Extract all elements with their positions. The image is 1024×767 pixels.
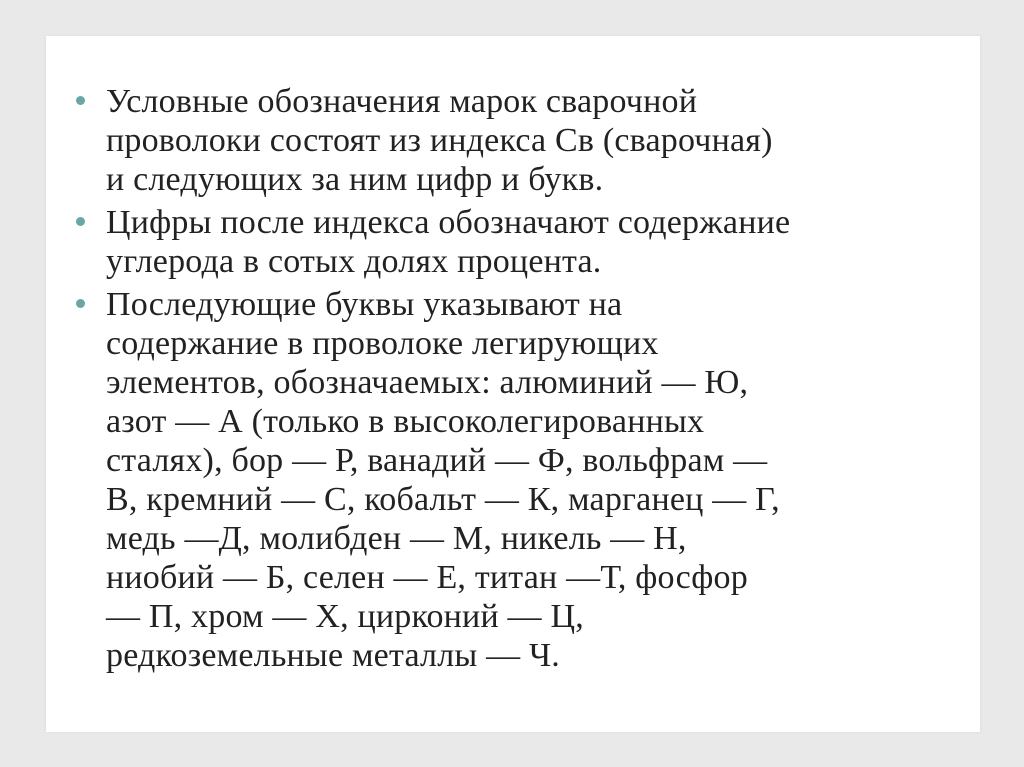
- text-line: Условные обозначения марок сварочной: [106, 83, 698, 120]
- text-line: элементов, обозначаемых: алюминий — Ю,: [106, 364, 749, 401]
- bullet-item-carbon-digits: [106, 203, 936, 281]
- bullet-dot-icon: [76, 299, 85, 308]
- text-line: медь —Д, молибден — М, никель — Н,: [106, 520, 687, 557]
- slide: [46, 36, 980, 732]
- text-line: сталях), бор — Р, ванадий — Ф, вольфрам —: [106, 442, 768, 479]
- bullet-dot-icon: [76, 96, 85, 105]
- text-line: и следующих за ним цифр и букв.: [106, 161, 604, 198]
- text-line: углерода в сотых долях процента.: [106, 243, 602, 280]
- text-line: азот — А (только в высоколегированных: [106, 403, 705, 440]
- bullet-item-index-meaning: [106, 82, 936, 199]
- text-line: — П, хром — X, цирконий — Ц,: [106, 598, 584, 635]
- text-line: ниобий — Б, селен — Е, титан —Т, фосфор: [106, 559, 748, 596]
- text-line: В, кремний — С, кобальт — К, марганец — Г,: [106, 481, 780, 518]
- text-line: содержание в проволоке легирующих: [106, 325, 659, 362]
- bullet-dot-icon: [76, 217, 85, 226]
- text-line: проволоки состоят из индекса Св (сварочная): [106, 122, 773, 159]
- text-line: редкоземельные металлы — Ч.: [106, 637, 561, 674]
- bullet-item-alloy-letters: [106, 285, 936, 675]
- text-line: Последующие буквы указывают на: [106, 286, 623, 323]
- bullet-list: [106, 82, 936, 679]
- text-line: Цифры после индекса обозначают содержание: [106, 204, 791, 241]
